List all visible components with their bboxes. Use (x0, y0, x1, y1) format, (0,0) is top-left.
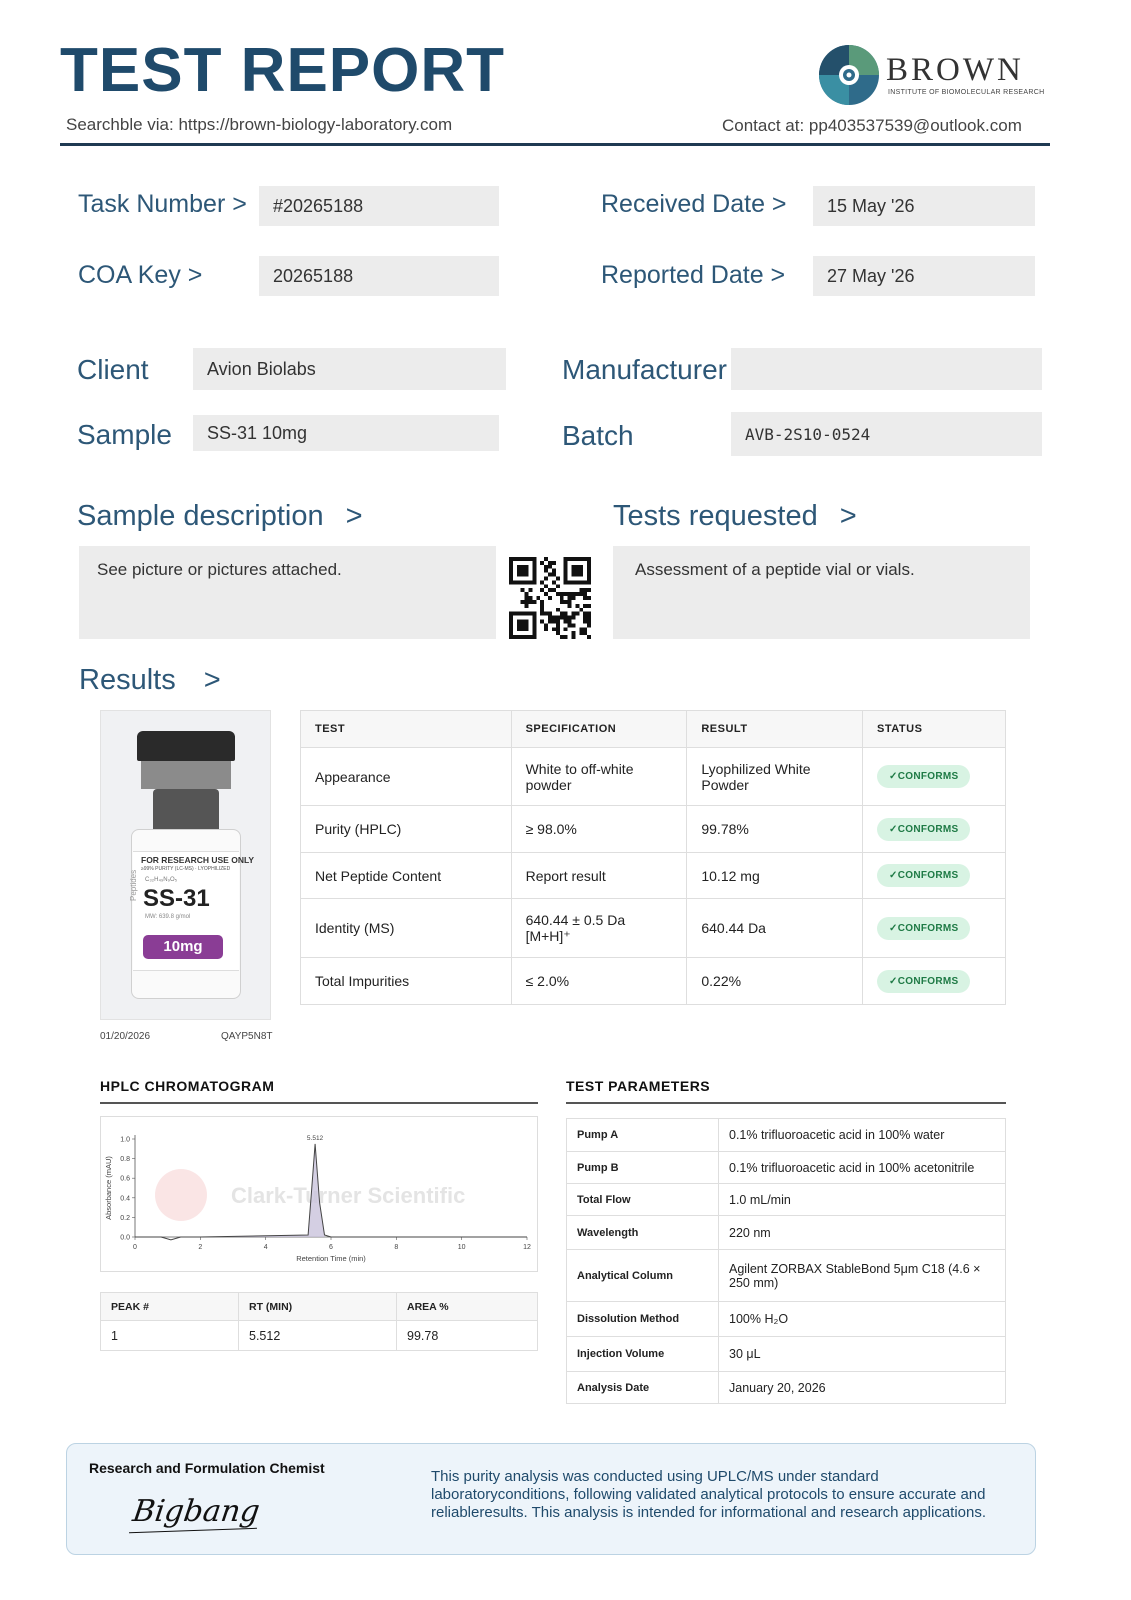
x-tick-label: 12 (523, 1244, 531, 1251)
results-heading (79, 664, 221, 697)
table-row (567, 1152, 1006, 1184)
cell-test: Net Peptide Content (301, 853, 512, 899)
cell-area: 99.78 (397, 1321, 538, 1351)
manufacturer-label: Manufacturer (562, 354, 727, 385)
cell-spec: 640.44 ± 0.5 Da [M+H]⁺ (511, 899, 687, 958)
status-badge: ✓CONFORMS (877, 917, 970, 940)
watermark-logo-icon (155, 1169, 207, 1221)
param-value: 0.1% trifluoroacetic acid in 100% acetonitrile (719, 1152, 1006, 1184)
params-divider (566, 1102, 1006, 1104)
vial-photo (100, 710, 271, 1020)
param-value: 220 nm (719, 1216, 1006, 1250)
y-tick-label: 0.2 (120, 1214, 130, 1222)
param-key: Pump B (567, 1152, 719, 1184)
peak-label: 5.512 (306, 1134, 324, 1142)
table-row (301, 958, 1006, 1005)
param-value: 100% H₂O (719, 1302, 1006, 1337)
photo-code: QAYP5N8T (221, 1031, 273, 1042)
chemist-role: Research and Formulation Chemist (89, 1460, 325, 1476)
task-number-field: #20265188 (259, 186, 499, 226)
report-title: TEST REPORT (60, 36, 506, 105)
table-row (567, 1302, 1006, 1337)
x-tick-label: 4 (263, 1244, 268, 1251)
cell-spec: Report result (511, 853, 687, 899)
footer-note: This purity analysis was conducted using UPLC/MS under standard laboratoryconditions, following validated analytical protocols to ensure accurate and reliableresults. This analysis is intended for informational and research applications. (431, 1468, 987, 1521)
tests-requested-heading (613, 500, 857, 533)
table-row (567, 1337, 1006, 1372)
cell-result: 10.12 mg (687, 853, 863, 899)
status-badge: ✓CONFORMS (877, 864, 970, 887)
table-row (301, 853, 1006, 899)
params-table-wrap (566, 1118, 1006, 1404)
cell-test: Identity (MS) (301, 899, 512, 958)
logo-subtitle: INSTITUTE OF BIOMOLECULAR RESEARCH (888, 89, 1045, 96)
x-tick-label: 6 (329, 1244, 333, 1251)
status-badge: ✓CONFORMS (877, 765, 970, 788)
header-divider (60, 143, 1050, 146)
vial-formula: C₃₂H₄₉N₉O₅ (145, 877, 178, 883)
sample-description-box: See picture or pictures attached. (79, 546, 496, 639)
search-url[interactable]: Searchble via: https://brown-biology-laboratory.com (66, 115, 453, 134)
reported-date-field: 27 May '26 (813, 256, 1035, 296)
col-area: AREA % (397, 1293, 538, 1321)
cell-test: Appearance (301, 748, 512, 806)
cell-spec: ≥ 98.0% (511, 806, 687, 853)
table-row (301, 806, 1006, 853)
vial-name: SS-31 (143, 885, 210, 912)
vial-label-line2: ≥99% PURITY (LC-MS) · LYOPHILIZED (141, 866, 231, 872)
reported-date-label: Reported Date > (601, 261, 786, 289)
logo-wordmark: BROWN (886, 52, 1024, 88)
param-key: Wavelength (567, 1216, 719, 1250)
photo-date: 01/20/2026 (100, 1031, 151, 1042)
coa-key-field: 20265188 (259, 256, 499, 296)
table-row (567, 1119, 1006, 1152)
col-specification: SPECIFICATION (511, 711, 687, 748)
contact-email[interactable]: Contact at: pp403537539@outlook.com (722, 116, 1022, 135)
cell-result: 0.22% (687, 958, 863, 1005)
col-result: RESULT (687, 711, 863, 748)
tests-requested-title: Tests requested (613, 500, 818, 532)
col-rt: RT (MIN) (239, 1293, 397, 1321)
param-key: Total Flow (567, 1184, 719, 1216)
results-table-wrap (300, 710, 1006, 1005)
batch-field: AVB-2S10-0524 (731, 412, 1042, 456)
cell-peak: 1 (101, 1321, 239, 1351)
vial-label-line1: FOR RESEARCH USE ONLY (141, 855, 255, 865)
x-tick-label: 10 (457, 1244, 466, 1251)
param-value: 1.0 mL/min (719, 1184, 1006, 1216)
vial-mw: MW: 639.8 g/mol (145, 914, 191, 920)
tests-requested-box: Assessment of a peptide vial or vials. (613, 546, 1030, 639)
sample-description-arrow: > (345, 500, 363, 532)
x-tick-label: 2 (198, 1244, 203, 1251)
brown-logo-icon (818, 44, 880, 106)
results-arrow: > (203, 664, 221, 696)
vial-brand: Peptides (129, 869, 138, 901)
param-key: Analytical Column (567, 1250, 719, 1302)
params-table (566, 1118, 1006, 1404)
peak-table-wrap (100, 1292, 538, 1351)
client-field: Avion Biolabs (193, 348, 506, 390)
param-value: 0.1% trifluoroacetic acid in 100% water (719, 1119, 1006, 1152)
sample-description-heading (77, 500, 363, 533)
param-value: 30 μL (719, 1337, 1006, 1372)
y-tick-label: 0.6 (120, 1175, 130, 1183)
cell-result: 640.44 Da (687, 899, 863, 958)
sample-label: Sample (77, 419, 172, 450)
param-key: Dissolution Method (567, 1302, 719, 1337)
footer-panel (66, 1443, 1036, 1555)
param-key: Pump A (567, 1119, 719, 1152)
sample-description-title: Sample description (77, 500, 324, 532)
hplc-chart-frame (100, 1116, 538, 1272)
table-row (301, 748, 1006, 806)
cell-rt: 5.512 (239, 1321, 397, 1351)
hplc-title: HPLC CHROMATOGRAM (100, 1078, 275, 1094)
cell-spec: ≤ 2.0% (511, 958, 687, 1005)
vial-dose-badge: 10mg (143, 935, 223, 959)
param-value: Agilent ZORBAX StableBond 5μm C18 (4.6 × 250 mm) (719, 1250, 1006, 1302)
y-tick-label: 0.0 (120, 1234, 130, 1242)
cell-test: Purity (HPLC) (301, 806, 512, 853)
col-status: STATUS (863, 711, 1006, 748)
signature: Bigbang (130, 1494, 262, 1529)
status-badge: ✓CONFORMS (877, 970, 970, 993)
cell-spec: White to off-white powder (511, 748, 687, 806)
params-title: TEST PARAMETERS (566, 1078, 711, 1094)
y-tick-label: 0.4 (120, 1195, 130, 1203)
manufacturer-field (731, 348, 1042, 390)
col-peak: PEAK # (101, 1293, 239, 1321)
cell-test: Total Impurities (301, 958, 512, 1005)
table-row (567, 1250, 1006, 1302)
results-title: Results (79, 664, 176, 696)
y-tick-label: 0.8 (120, 1156, 130, 1164)
hplc-divider (100, 1102, 538, 1104)
coa-key-label: COA Key > (78, 261, 203, 289)
table-row (567, 1216, 1006, 1250)
client-label: Client (77, 354, 149, 385)
peak-table (100, 1292, 538, 1351)
received-date-field: 15 May '26 (813, 186, 1035, 226)
table-row (301, 899, 1006, 958)
table-row (567, 1184, 1006, 1216)
table-row (101, 1321, 538, 1351)
param-key: Injection Volume (567, 1337, 719, 1372)
results-table (300, 710, 1006, 1005)
param-key: Analysis Date (567, 1372, 719, 1404)
task-number-label: Task Number > (78, 190, 247, 218)
sample-field: SS-31 10mg (193, 415, 499, 451)
qr-code-icon[interactable] (509, 557, 591, 639)
y-axis-label: Absorbance (mAU) (104, 1156, 113, 1220)
status-badge: ✓CONFORMS (877, 818, 970, 841)
tests-requested-arrow: > (839, 500, 857, 532)
received-date-label: Received Date > (601, 190, 787, 218)
cell-result: Lyophilized White Powder (687, 748, 863, 806)
watermark-text: Clark-Turner Scientific (231, 1183, 466, 1208)
x-axis-label: Retention Time (min) (296, 1254, 366, 1263)
hplc-chart (101, 1117, 537, 1271)
x-tick-label: 0 (133, 1244, 137, 1251)
y-tick-label: 1.0 (120, 1136, 130, 1144)
x-tick-label: 8 (394, 1244, 399, 1251)
cell-result: 99.78% (687, 806, 863, 853)
batch-label: Batch (562, 420, 634, 451)
table-row (567, 1372, 1006, 1404)
col-test: TEST (301, 711, 512, 748)
param-value: January 20, 2026 (719, 1372, 1006, 1404)
